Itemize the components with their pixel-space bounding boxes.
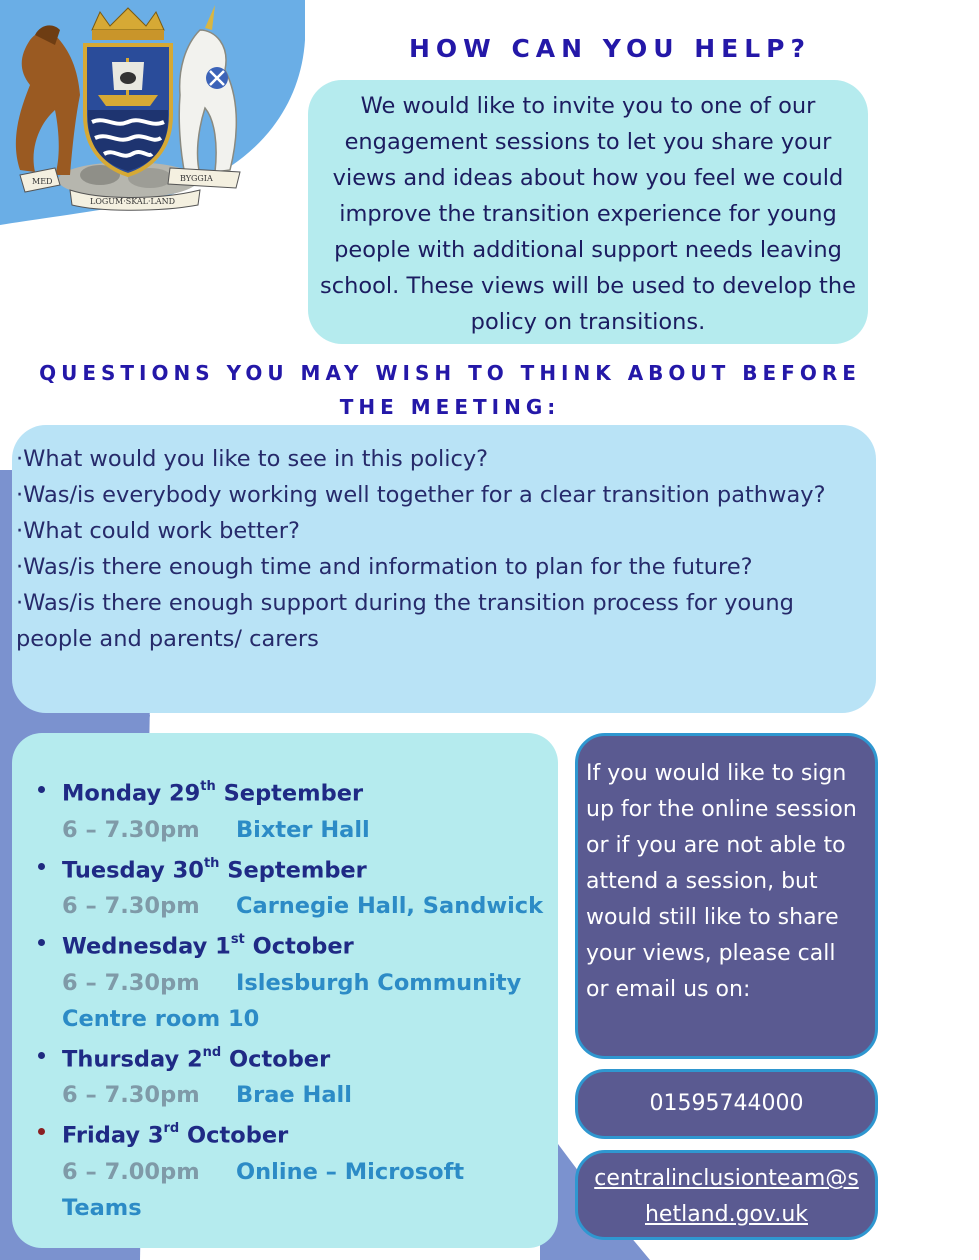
session-details <box>62 888 548 924</box>
session-item <box>30 848 548 925</box>
session-time: 6 – 7.30pm <box>62 893 200 919</box>
question-item: ·Was/is everybody working well together for a clear transition pathway? <box>16 482 826 508</box>
intro-panel <box>308 80 868 344</box>
sessions-list <box>30 771 548 1226</box>
bullet-icon <box>38 939 45 946</box>
sessions-panel <box>12 733 558 1248</box>
phone-text: 01595744000 <box>649 1091 804 1116</box>
question-item: ·Was/is there enough support during the transition process for young people and parents/ carers <box>16 590 794 652</box>
session-venue: Brae Hall <box>236 1082 352 1108</box>
question-item: ·What could work better? <box>16 518 300 544</box>
session-item <box>30 1037 548 1114</box>
session-details <box>62 965 548 1037</box>
bullet-icon <box>38 863 45 870</box>
intro-text: We would like to invite you to one of our engagement sessions to let you share your views and ideas about how you feel we could improve the transition experience for young people with additional support needs leaving school. These views will be used to develop the policy on transitions. <box>320 93 856 335</box>
bullet-icon <box>38 786 45 793</box>
email-text: centralinclusionteam@shetland.gov.uk <box>594 1166 859 1227</box>
session-item <box>30 771 548 848</box>
bullet-icon <box>38 1052 45 1059</box>
session-day: Wednesday 1st October <box>62 932 354 960</box>
email-link[interactable] <box>575 1150 878 1240</box>
question-item: ·What would you like to see in this policy? <box>16 446 489 472</box>
session-day: Friday 3rd October <box>62 1121 289 1149</box>
session-day: Thursday 2nd October <box>62 1044 331 1072</box>
session-details <box>62 1077 548 1113</box>
session-item <box>30 924 548 1037</box>
session-time: 6 – 7.00pm <box>62 1158 200 1185</box>
session-venue: Bixter Hall <box>236 816 370 843</box>
page-title: HOW CAN YOU HELP? <box>409 34 811 63</box>
session-time: 6 – 7.30pm <box>62 816 200 843</box>
session-item <box>30 1113 548 1226</box>
session-venue: Online – Microsoft Teams <box>62 1158 465 1221</box>
coat-of-arms-icon <box>0 0 260 215</box>
session-details <box>62 1154 548 1226</box>
bullet-icon <box>38 1128 45 1135</box>
contact-panel <box>575 733 878 1059</box>
session-details <box>62 812 548 848</box>
motto-text-right: BYGGIA <box>180 174 213 183</box>
questions-panel <box>12 425 876 713</box>
session-day: Monday 29th September <box>62 779 364 807</box>
session-time: 6 – 7.30pm <box>62 1082 200 1108</box>
session-time: 6 – 7.30pm <box>62 969 200 996</box>
questions-heading: QUESTIONS YOU MAY WISH TO THINK ABOUT BEFORE THE MEETING: <box>39 361 861 419</box>
session-day: Tuesday 30th September <box>62 855 367 883</box>
question-item: ·Was/is there enough time and information to plan for the future? <box>16 554 753 580</box>
motto-text-left: MED <box>32 177 53 186</box>
phone-number[interactable] <box>575 1069 878 1139</box>
session-venue: Carnegie Hall, Sandwick <box>236 893 544 919</box>
contact-text: If you would like to sign up for the online session or if you are not able to attend a session, but would still like to share your views, please call or email us on: <box>586 761 857 1002</box>
session-venue: Islesburgh Community Centre room 10 <box>62 969 522 1032</box>
motto-text-center: LOGUM·SKAL·LAND <box>90 197 176 206</box>
